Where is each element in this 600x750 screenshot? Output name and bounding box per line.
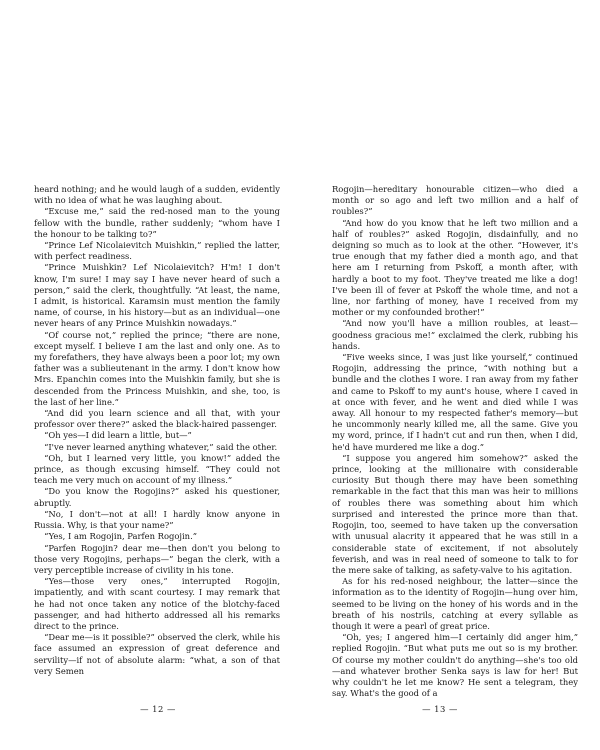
page-number: — 13 —: [422, 704, 458, 714]
paragraph: “Prince Muishkin? Lef Nicolaievitch? H'm! I don't know, I'm sure! I may say I have never heard of such a person,” said the clerk, thoughtfully. “At least, the name, I admit, is historical. Karamsin must mention the family name, of course, in his history—but as an individual—one never hears of any Prince Muishkin nowadays.”: [34, 262, 280, 329]
paragraph: “Of course not,” replied the prince; “there are none, except myself. I believe I am the last and only one. As to my forefathers, they have always been a poor lot; my own father was a sublieutenant in the army. I don't know how Mrs. Epanchin comes into the Muishkin family, but she is descended from the Princess Muishkin, and she, too, is the last of her line.”: [34, 329, 280, 407]
page-number: — 12 —: [140, 704, 176, 714]
paragraph: “Parfen Rogojin? dear me—then don't you belong to those very Rogojins, perhaps—” began the clerk, with a very perceptible increase of civility in his tone.: [34, 542, 280, 575]
paragraph: “And how do you know that he left two million and a half of roubles?” asked Rogojin, disdainfully, and no deigning so much as to look at the other. “However, it's true enough that my father died a month ago, and that here am I returning from Pskoff, a month after, with hardly a boot to my foot. They've treated me like a dog! I've been ill of fever at Pskoff the whole time, and not a line, nor farthing of money, have I received from my mother or my confounded brother!”: [332, 217, 578, 318]
paragraph: Rogojin—hereditary honourable citizen—who died a month or so ago and left two million and a half of roubles?”: [332, 184, 578, 217]
paragraph: “Oh, but I learned very little, you know!” added the prince, as though excusing himself. “They could not teach me very much on account of my illness.”: [34, 452, 280, 486]
paragraph: “I've never learned anything whatever,” said the other.: [44, 441, 278, 452]
paragraph: “Oh yes—I did learn a little, but—”: [44, 430, 192, 441]
paragraph: “Prince Lef Nicolaievitch Muishkin,” replied the latter, with perfect readiness.: [34, 240, 280, 262]
paragraph: “I suppose you angered him somehow?” asked the prince, looking at the millionaire with considerable curiosity But though there may have been something remarkable in the fact that this man was heir to millions of roubles there was something about him which surprised and interested the prince more than that. Rogojin, too, seemed to have taken up the conversation with unusual alacrity it appeared that he was still in a considerable state of excitement, if not absolutely feverish, and was in real need of someone to talk to for the mere sake of talking, as safety-valve to his agitation.: [332, 452, 578, 575]
right-page: [300, 0, 600, 750]
paragraph: “No, I don't—not at all! I hardly know anyone in Russia. Why, is that your name?”: [34, 508, 280, 531]
paragraph: “Yes—those very ones,” interrupted Rogojin, impatiently, and with scant courtesy. I may remark that he had not once taken any notice of the blotchy-faced passenger, and had hitherto addressed all his remarks direct to the prince.: [34, 576, 280, 631]
paragraph: “Do you know the Rogojins?” asked his questioner, abruptly.: [34, 486, 280, 508]
paragraph: “And did you learn science and all that, with your professor over there?” asked the black-haired passenger.: [34, 408, 280, 430]
left-page-text: [34, 184, 280, 677]
paragraph: “And now you'll have a million roubles, at least—goodness gracious me!” exclaimed the clerk, rubbing his hands.: [332, 318, 578, 351]
paragraph: “Yes, I am Rogojin, Parfen Rogojin.”: [44, 531, 198, 542]
paragraph: “Oh, yes; I angered him—I certainly did anger him,” replied Rogojin. “But what puts me out so is my brother. Of course my mother couldn't do anything—she's too old—and whatever brother Senka says is law for her! But why couldn't he let me know? He sent a telegram, they say. What's the good of a: [332, 632, 578, 699]
paragraph: “Dear me—is it possible?” observed the clerk, while his face assumed an expression of great deference and servility—if not of absolute alarm: “what, a son of that very Semen: [34, 632, 280, 676]
paragraph: “Excuse me,” said the red-nosed man to the young fellow with the bundle, rather suddenly; “whom have I the honour to be talking to?”: [34, 206, 280, 239]
paragraph: “Five weeks since, I was just like yourself,” continued Rogojin, addressing the prince, “with nothing but a bundle and the clothes I wore. I ran away from my father and came to Pskoff to my aunt's house, where I caved in at once with fever, and he went and died while I was away. All honour to my respected father's memory—but he uncommonly nearly killed me, all the same. Give you my word, prince, if I hadn't cut and run then, when I did, he'd have murdered me like a dog.”: [332, 352, 578, 452]
paragraph: heard nothing; and he would laugh of a sudden, evidently with no idea of what he was laughing about.: [34, 184, 280, 206]
right-page-text: [332, 184, 578, 699]
paragraph: As for his red-nosed neighbour, the latter—since the information as to the identity of Rogojin—hung over him, seemed to be living on the honey of his words and in the breath of his nostrils, catching at every syllable as though it were a pearl of great price.: [332, 576, 578, 631]
